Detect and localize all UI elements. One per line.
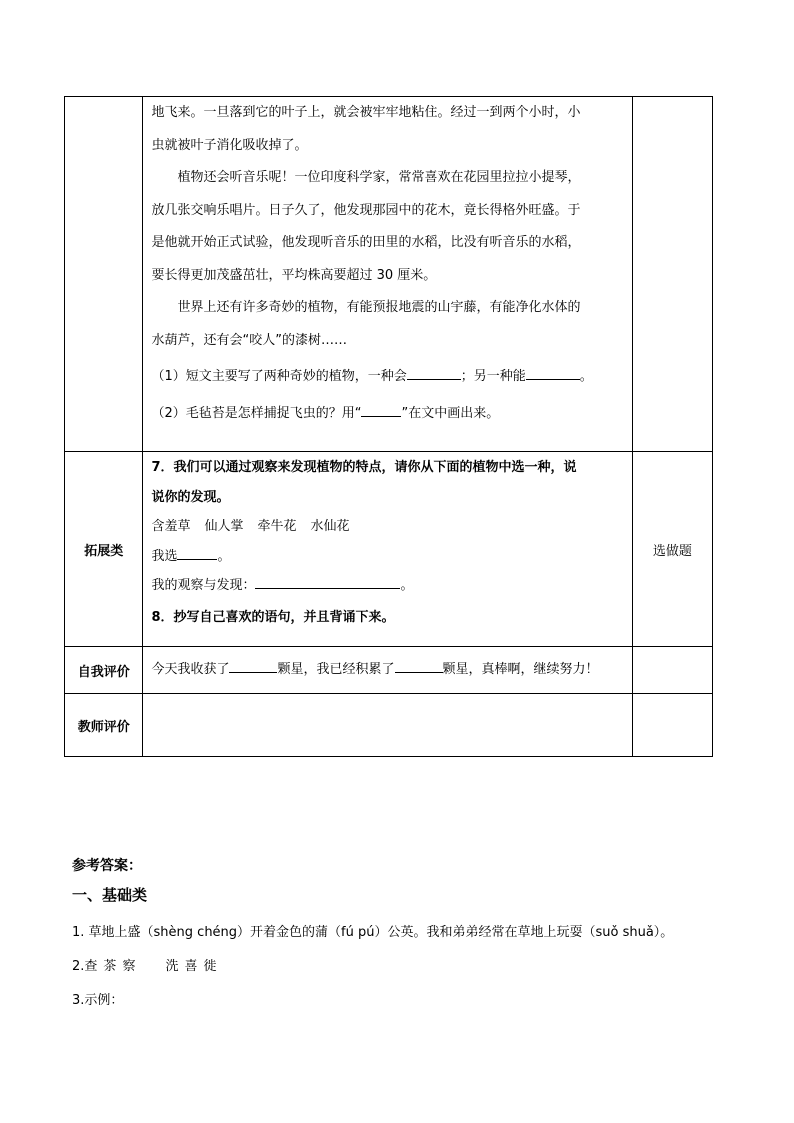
self-evaluation-note-cell [632,647,712,694]
reading-row [65,97,713,452]
answer-key-title: 参考答案： [72,858,142,874]
question-1: （1）短文主要写了两种奇妙的植物，一种会 ；另一种能 。 [151,361,625,394]
passage-line: 水葫芦，还有会“咬人”的漆树…… [151,332,347,348]
answer-section-heading: 一、基础类 [72,886,148,904]
reading-passage-cell [143,97,632,452]
self-evaluation-label: 自我评价 [65,647,143,694]
self-evaluation-row [65,647,713,694]
passage-line: 植物还会听音乐呢！一位印度科学家，常常喜欢在花园里拉拉小提琴， [177,170,581,185]
self-evaluation-content: 今天我收获了 颗星，我已经积累了 颗星，真棒啊，继续努力！ [143,647,632,694]
stars-accumulated-blank[interactable] [395,658,443,673]
reading-row-note-cell [632,97,712,452]
reading-row-label-cell [65,97,143,452]
passage-line: 地飞来。一旦落到它的叶子上，就会被牢牢地粘住。经过一到两个小时，小 [151,105,581,120]
plant-option: 含羞草 [151,518,191,534]
teacher-evaluation-label: 教师评价 [65,694,143,757]
plant-option: 牵牛花 [257,518,297,534]
plant-options [151,511,625,544]
teacher-evaluation-content[interactable] [143,694,632,757]
answer-blank[interactable] [177,545,217,560]
observation-line: 我的观察与发现： 。 [151,571,625,601]
worksheet-table [64,96,713,757]
optional-note: 选做题 [632,452,712,647]
extension-row [65,452,713,647]
question-7-line-2: 说你的发现。 [151,489,230,505]
answer-line-3: 3.示例： [72,993,124,1008]
extension-content-cell [143,452,632,647]
answer-blank[interactable] [407,365,461,380]
passage-line: 放几张交响乐唱片。日子久了，他发现那园中的花木，竟长得格外旺盛。于 [151,202,581,218]
question-2: （2）毛毡苔是怎样捕捉飞虫的？用“ ”在文中画出来。 [151,398,625,431]
choose-line: 我选 。 [151,543,625,571]
teacher-evaluation-row [65,694,713,757]
answer-key [72,852,732,1018]
passage-line: 要长得更加茂盛茁壮，平均株高要超过 30 厘米。 [151,267,437,283]
question-8: 8．抄写自己喜欢的语句，并且背诵下来。 [151,610,395,625]
answer-blank[interactable] [361,402,401,417]
answer-blank[interactable] [255,574,400,589]
answer-line-2: 2.查 茶 察 洗 喜 徙 [72,959,217,974]
passage-line: 世界上还有许多奇妙的植物，有能预报地震的山宇藤，有能净化水体的 [177,300,581,315]
answer-blank[interactable] [526,365,580,380]
passage-line: 是他就开始正式试验，他发现听音乐的田里的水稻，比没有听音乐的水稻， [151,235,581,250]
extension-label: 拓展类 [65,452,143,647]
plant-option: 仙人掌 [204,518,244,534]
answer-line-1: 1. 草地上盛（shèng chéng）开着金色的蒲（fú pú）公英。我和弟弟经常在草地上玩耍（suǒ shuǎ）。 [72,925,674,940]
plant-option: 水仙花 [310,518,350,534]
stars-earned-blank[interactable] [229,658,277,673]
teacher-evaluation-note-cell [632,694,712,757]
passage-line: 虫就被叶子消化吸收掉了。 [151,137,308,153]
question-7-line-1: 7．我们可以通过观察来发现植物的特点，请你从下面的植物中选一种，说 [151,460,577,475]
